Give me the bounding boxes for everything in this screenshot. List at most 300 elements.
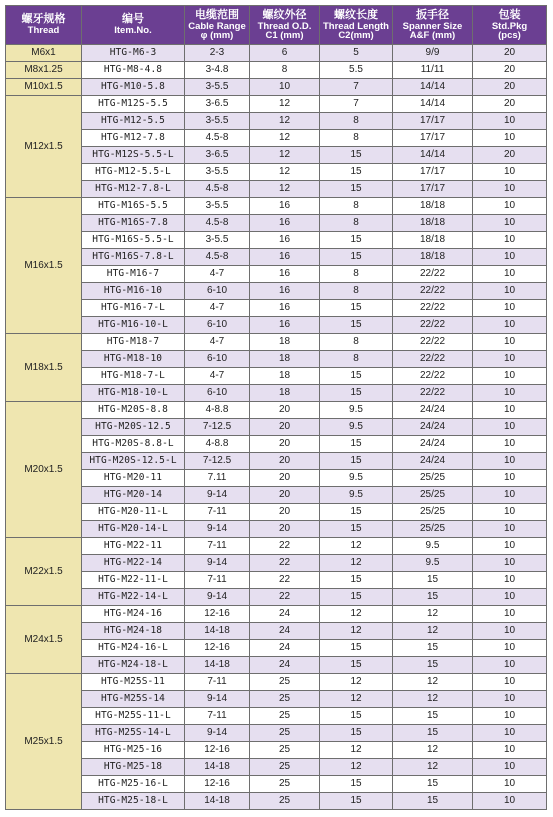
cell-thread-spec: M18x1.5 (6, 334, 82, 402)
header-std-pkg: 包装 Std.Pkg (pcs) (473, 6, 547, 45)
table-row (6, 402, 547, 419)
cell-item-no: HTG-M12S-5.5-L (82, 147, 185, 164)
cable-gland-spec-table (5, 5, 547, 810)
cell-std-pkg: 10 (473, 419, 547, 436)
cell-item-no: HTG-M25-18-L (82, 793, 185, 810)
cell-thread-od: 20 (250, 504, 320, 521)
cell-std-pkg: 10 (473, 725, 547, 742)
header-thread-length: 螺纹长度 Thread Length C2(mm) (320, 6, 393, 45)
cell-std-pkg: 10 (473, 606, 547, 623)
cell-spanner-size: 18/18 (393, 215, 473, 232)
cell-cable-range: 7-12.5 (185, 453, 250, 470)
table-row (6, 487, 547, 504)
table-row (6, 317, 547, 334)
cell-thread-od: 20 (250, 453, 320, 470)
cell-spanner-size: 18/18 (393, 198, 473, 215)
cell-item-no: HTG-M16-10-L (82, 317, 185, 334)
cell-spanner-size: 22/22 (393, 368, 473, 385)
cell-spanner-size: 9.5 (393, 555, 473, 572)
table-row (6, 657, 547, 674)
cell-cable-range: 12-16 (185, 640, 250, 657)
cell-item-no: HTG-M25S-14 (82, 691, 185, 708)
cell-spanner-size: 12 (393, 674, 473, 691)
cell-item-no: HTG-M20-14-L (82, 521, 185, 538)
cell-item-no: HTG-M24-18-L (82, 657, 185, 674)
cell-thread-spec: M6x1 (6, 45, 82, 62)
cell-spanner-size: 22/22 (393, 300, 473, 317)
cell-thread-od: 10 (250, 79, 320, 96)
cell-spanner-size: 12 (393, 759, 473, 776)
cell-std-pkg: 10 (473, 113, 547, 130)
cell-std-pkg: 10 (473, 572, 547, 589)
cell-spanner-size: 12 (393, 691, 473, 708)
cell-thread-length: 15 (320, 385, 393, 402)
cell-thread-od: 16 (250, 300, 320, 317)
cell-spanner-size: 25/25 (393, 487, 473, 504)
cell-std-pkg: 10 (473, 759, 547, 776)
cell-thread-length: 15 (320, 589, 393, 606)
cell-item-no: HTG-M20S-12.5-L (82, 453, 185, 470)
cell-cable-range: 14-18 (185, 657, 250, 674)
cell-thread-length: 9.5 (320, 419, 393, 436)
cell-thread-spec: M8x1.25 (6, 62, 82, 79)
cell-thread-od: 12 (250, 130, 320, 147)
cell-std-pkg: 10 (473, 555, 547, 572)
cell-thread-length: 12 (320, 742, 393, 759)
cell-spanner-size: 24/24 (393, 436, 473, 453)
cell-thread-length: 15 (320, 572, 393, 589)
cell-cable-range: 4.5-8 (185, 181, 250, 198)
cell-thread-spec: M16x1.5 (6, 198, 82, 334)
cell-thread-length: 9.5 (320, 402, 393, 419)
cell-thread-length: 15 (320, 181, 393, 198)
cell-item-no: HTG-M8-4.8 (82, 62, 185, 79)
cell-cable-range: 3-5.5 (185, 113, 250, 130)
table-row (6, 470, 547, 487)
cell-spanner-size: 17/17 (393, 164, 473, 181)
cell-spanner-size: 17/17 (393, 130, 473, 147)
cell-std-pkg: 10 (473, 385, 547, 402)
table-row (6, 385, 547, 402)
cell-cable-range: 9-14 (185, 589, 250, 606)
cell-cable-range: 4-7 (185, 266, 250, 283)
cell-cable-range: 6-10 (185, 283, 250, 300)
cell-item-no: HTG-M12-5.5-L (82, 164, 185, 181)
cell-std-pkg: 10 (473, 317, 547, 334)
cell-spanner-size: 22/22 (393, 334, 473, 351)
cell-std-pkg: 10 (473, 402, 547, 419)
cell-item-no: HTG-M25S-11-L (82, 708, 185, 725)
cell-item-no: HTG-M6-3 (82, 45, 185, 62)
cell-cable-range: 7-11 (185, 504, 250, 521)
cell-std-pkg: 10 (473, 623, 547, 640)
table-row (6, 334, 547, 351)
cell-std-pkg: 20 (473, 79, 547, 96)
cell-thread-od: 22 (250, 589, 320, 606)
cell-thread-od: 16 (250, 232, 320, 249)
table-row (6, 368, 547, 385)
cell-std-pkg: 10 (473, 198, 547, 215)
cell-cable-range: 7-11 (185, 572, 250, 589)
table-row (6, 181, 547, 198)
table-row (6, 776, 547, 793)
table-row (6, 555, 547, 572)
cell-std-pkg: 10 (473, 487, 547, 504)
cell-item-no: HTG-M12-5.5 (82, 113, 185, 130)
cell-thread-od: 12 (250, 181, 320, 198)
cell-spanner-size: 24/24 (393, 419, 473, 436)
cell-cable-range: 9-14 (185, 487, 250, 504)
cell-item-no: HTG-M20S-12.5 (82, 419, 185, 436)
cell-thread-length: 12 (320, 555, 393, 572)
cell-spanner-size: 22/22 (393, 385, 473, 402)
cell-thread-od: 18 (250, 334, 320, 351)
cell-thread-length: 15 (320, 708, 393, 725)
cell-item-no: HTG-M16-10 (82, 283, 185, 300)
cell-std-pkg: 10 (473, 334, 547, 351)
cell-std-pkg: 10 (473, 470, 547, 487)
cell-thread-od: 25 (250, 742, 320, 759)
cell-thread-spec: M25x1.5 (6, 674, 82, 810)
cell-thread-length: 12 (320, 538, 393, 555)
table-row (6, 504, 547, 521)
cell-thread-length: 15 (320, 776, 393, 793)
cell-thread-length: 5 (320, 45, 393, 62)
cell-thread-od: 20 (250, 470, 320, 487)
cell-cable-range: 3-6.5 (185, 96, 250, 113)
cell-item-no: HTG-M10-5.8 (82, 79, 185, 96)
cell-thread-od: 25 (250, 691, 320, 708)
cell-cable-range: 7.11 (185, 470, 250, 487)
cell-thread-length: 9.5 (320, 487, 393, 504)
table-row (6, 300, 547, 317)
table-row (6, 640, 547, 657)
cell-cable-range: 3-5.5 (185, 79, 250, 96)
cell-item-no: HTG-M12S-5.5 (82, 96, 185, 113)
cell-cable-range: 14-18 (185, 623, 250, 640)
cell-thread-spec: M24x1.5 (6, 606, 82, 674)
table-row (6, 793, 547, 810)
cell-thread-od: 16 (250, 249, 320, 266)
cell-std-pkg: 10 (473, 742, 547, 759)
cell-std-pkg: 10 (473, 657, 547, 674)
cell-spanner-size: 22/22 (393, 317, 473, 334)
header-thread: 螺牙规格 Thread (6, 6, 82, 45)
cell-std-pkg: 10 (473, 691, 547, 708)
cell-thread-length: 15 (320, 521, 393, 538)
cell-spanner-size: 15 (393, 776, 473, 793)
cell-thread-length: 15 (320, 436, 393, 453)
cell-std-pkg: 10 (473, 538, 547, 555)
cell-cable-range: 7-11 (185, 674, 250, 691)
cell-thread-od: 12 (250, 164, 320, 181)
cell-item-no: HTG-M22-11-L (82, 572, 185, 589)
cell-std-pkg: 10 (473, 674, 547, 691)
cell-std-pkg: 10 (473, 283, 547, 300)
cell-spanner-size: 14/14 (393, 79, 473, 96)
cell-spanner-size: 15 (393, 572, 473, 589)
cell-item-no: HTG-M18-10-L (82, 385, 185, 402)
cell-item-no: HTG-M24-18 (82, 623, 185, 640)
cell-thread-od: 22 (250, 572, 320, 589)
cell-item-no: HTG-M22-14-L (82, 589, 185, 606)
table-row (6, 164, 547, 181)
table-row (6, 759, 547, 776)
cell-thread-length: 5.5 (320, 62, 393, 79)
cell-item-no: HTG-M18-7-L (82, 368, 185, 385)
table-row (6, 708, 547, 725)
cell-std-pkg: 10 (473, 181, 547, 198)
cell-thread-length: 12 (320, 691, 393, 708)
cell-thread-length: 15 (320, 504, 393, 521)
cell-thread-spec: M10x1.5 (6, 79, 82, 96)
cell-thread-length: 8 (320, 113, 393, 130)
cell-std-pkg: 10 (473, 640, 547, 657)
cell-item-no: HTG-M18-10 (82, 351, 185, 368)
cell-thread-length: 15 (320, 317, 393, 334)
cell-item-no: HTG-M18-7 (82, 334, 185, 351)
cell-item-no: HTG-M25-16 (82, 742, 185, 759)
table-row (6, 232, 547, 249)
cell-cable-range: 4.5-8 (185, 249, 250, 266)
cell-item-no: HTG-M16S-7.8-L (82, 249, 185, 266)
cell-thread-od: 12 (250, 113, 320, 130)
cell-cable-range: 9-14 (185, 555, 250, 572)
cell-spanner-size: 24/24 (393, 402, 473, 419)
cell-item-no: HTG-M20-11-L (82, 504, 185, 521)
table-row (6, 589, 547, 606)
cell-thread-length: 8 (320, 283, 393, 300)
cell-thread-od: 24 (250, 657, 320, 674)
cell-thread-od: 24 (250, 640, 320, 657)
cell-std-pkg: 10 (473, 130, 547, 147)
cell-spanner-size: 15 (393, 708, 473, 725)
cell-spanner-size: 9.5 (393, 538, 473, 555)
cell-spanner-size: 15 (393, 589, 473, 606)
cell-thread-od: 25 (250, 793, 320, 810)
cell-spanner-size: 25/25 (393, 470, 473, 487)
cell-cable-range: 6-10 (185, 351, 250, 368)
cell-spanner-size: 11/11 (393, 62, 473, 79)
cell-std-pkg: 10 (473, 453, 547, 470)
table-row (6, 419, 547, 436)
cell-thread-od: 18 (250, 385, 320, 402)
cell-std-pkg: 10 (473, 351, 547, 368)
cell-thread-length: 7 (320, 96, 393, 113)
cell-std-pkg: 10 (473, 232, 547, 249)
cell-cable-range: 6-10 (185, 317, 250, 334)
table-row (6, 572, 547, 589)
cell-item-no: HTG-M20-11 (82, 470, 185, 487)
cell-spanner-size: 9/9 (393, 45, 473, 62)
cell-std-pkg: 10 (473, 368, 547, 385)
cell-item-no: HTG-M16-7 (82, 266, 185, 283)
cell-thread-length: 15 (320, 640, 393, 657)
table-row (6, 45, 547, 62)
cell-thread-od: 12 (250, 147, 320, 164)
cell-cable-range: 3-5.5 (185, 164, 250, 181)
cell-cable-range: 9-14 (185, 725, 250, 742)
cell-item-no: HTG-M22-11 (82, 538, 185, 555)
cell-thread-od: 12 (250, 96, 320, 113)
cell-item-no: HTG-M22-14 (82, 555, 185, 572)
cell-std-pkg: 20 (473, 45, 547, 62)
header-spanner-size: 扳手径 Spanner Size A&F (mm) (393, 6, 473, 45)
cell-item-no: HTG-M20-14 (82, 487, 185, 504)
cell-cable-range: 14-18 (185, 793, 250, 810)
cell-cable-range: 7-11 (185, 538, 250, 555)
cell-thread-od: 22 (250, 555, 320, 572)
cell-thread-length: 12 (320, 606, 393, 623)
cell-std-pkg: 10 (473, 776, 547, 793)
cell-std-pkg: 20 (473, 96, 547, 113)
cell-cable-range: 7-11 (185, 708, 250, 725)
cell-item-no: HTG-M16-7-L (82, 300, 185, 317)
table-row (6, 436, 547, 453)
cell-thread-od: 25 (250, 759, 320, 776)
table-row (6, 215, 547, 232)
cell-cable-range: 3-5.5 (185, 232, 250, 249)
cell-thread-od: 25 (250, 708, 320, 725)
cell-spanner-size: 24/24 (393, 453, 473, 470)
cell-thread-od: 25 (250, 725, 320, 742)
cell-spanner-size: 14/14 (393, 147, 473, 164)
cell-spanner-size: 18/18 (393, 232, 473, 249)
table-row (6, 606, 547, 623)
cell-item-no: HTG-M20S-8.8 (82, 402, 185, 419)
table-row (6, 266, 547, 283)
cell-thread-od: 18 (250, 351, 320, 368)
cell-cable-range: 4-8.8 (185, 402, 250, 419)
cell-std-pkg: 10 (473, 589, 547, 606)
cell-thread-spec: M12x1.5 (6, 96, 82, 198)
table-row (6, 725, 547, 742)
cell-spanner-size: 15 (393, 640, 473, 657)
spec-table-container (5, 5, 546, 810)
cell-thread-od: 22 (250, 538, 320, 555)
cell-thread-od: 20 (250, 402, 320, 419)
cell-thread-length: 8 (320, 130, 393, 147)
cell-spanner-size: 12 (393, 623, 473, 640)
cell-thread-od: 20 (250, 419, 320, 436)
table-row (6, 742, 547, 759)
cell-item-no: HTG-M25-16-L (82, 776, 185, 793)
spec-table-body (6, 45, 547, 810)
cell-std-pkg: 10 (473, 215, 547, 232)
cell-thread-length: 15 (320, 725, 393, 742)
cell-cable-range: 4-7 (185, 300, 250, 317)
cell-thread-length: 7 (320, 79, 393, 96)
cell-thread-length: 15 (320, 300, 393, 317)
cell-item-no: HTG-M12-7.8 (82, 130, 185, 147)
table-row (6, 351, 547, 368)
cell-std-pkg: 10 (473, 708, 547, 725)
cell-thread-length: 9.5 (320, 470, 393, 487)
cell-std-pkg: 10 (473, 521, 547, 538)
cell-cable-range: 3-6.5 (185, 147, 250, 164)
cell-cable-range: 12-16 (185, 606, 250, 623)
cell-item-no: HTG-M24-16-L (82, 640, 185, 657)
cell-cable-range: 2-3 (185, 45, 250, 62)
cell-thread-length: 8 (320, 198, 393, 215)
cell-spanner-size: 22/22 (393, 266, 473, 283)
cell-spanner-size: 15 (393, 725, 473, 742)
cell-cable-range: 4.5-8 (185, 130, 250, 147)
cell-spanner-size: 25/25 (393, 504, 473, 521)
cell-spanner-size: 12 (393, 606, 473, 623)
table-row (6, 130, 547, 147)
cell-item-no: HTG-M25S-14-L (82, 725, 185, 742)
cell-item-no: HTG-M16S-7.8 (82, 215, 185, 232)
table-row (6, 674, 547, 691)
header-item-no: 编号 Item.No. (82, 6, 185, 45)
cell-cable-range: 9-14 (185, 521, 250, 538)
header-cable-range: 电缆范围 Cable Range φ (mm) (185, 6, 250, 45)
table-row (6, 249, 547, 266)
header-row (6, 6, 547, 45)
table-row (6, 198, 547, 215)
cell-cable-range: 12-16 (185, 742, 250, 759)
cell-thread-spec: M22x1.5 (6, 538, 82, 606)
cell-spanner-size: 12 (393, 742, 473, 759)
table-row (6, 691, 547, 708)
cell-thread-od: 24 (250, 623, 320, 640)
cell-std-pkg: 10 (473, 504, 547, 521)
cell-thread-od: 20 (250, 487, 320, 504)
cell-item-no: HTG-M12-7.8-L (82, 181, 185, 198)
cell-thread-spec: M20x1.5 (6, 402, 82, 538)
table-row (6, 453, 547, 470)
cell-std-pkg: 20 (473, 62, 547, 79)
cell-std-pkg: 10 (473, 300, 547, 317)
cell-thread-length: 15 (320, 793, 393, 810)
cell-spanner-size: 14/14 (393, 96, 473, 113)
cell-thread-od: 16 (250, 317, 320, 334)
cell-cable-range: 4.5-8 (185, 215, 250, 232)
cell-thread-od: 20 (250, 436, 320, 453)
table-row (6, 623, 547, 640)
cell-thread-length: 12 (320, 623, 393, 640)
cell-item-no: HTG-M16S-5.5 (82, 198, 185, 215)
table-row (6, 113, 547, 130)
cell-spanner-size: 15 (393, 793, 473, 810)
cell-thread-od: 16 (250, 198, 320, 215)
cell-spanner-size: 22/22 (393, 283, 473, 300)
cell-thread-length: 8 (320, 266, 393, 283)
table-row (6, 62, 547, 79)
cell-thread-length: 15 (320, 368, 393, 385)
cell-cable-range: 6-10 (185, 385, 250, 402)
cell-spanner-size: 22/22 (393, 351, 473, 368)
cell-thread-od: 6 (250, 45, 320, 62)
cell-thread-length: 15 (320, 232, 393, 249)
cell-thread-length: 12 (320, 674, 393, 691)
cell-thread-length: 15 (320, 657, 393, 674)
cell-std-pkg: 10 (473, 249, 547, 266)
table-row (6, 521, 547, 538)
table-row (6, 147, 547, 164)
cell-item-no: HTG-M16S-5.5-L (82, 232, 185, 249)
cell-thread-od: 24 (250, 606, 320, 623)
cell-std-pkg: 10 (473, 436, 547, 453)
cell-item-no: HTG-M25-18 (82, 759, 185, 776)
cell-std-pkg: 10 (473, 266, 547, 283)
cell-thread-od: 16 (250, 283, 320, 300)
cell-cable-range: 7-12.5 (185, 419, 250, 436)
table-row (6, 79, 547, 96)
cell-thread-length: 15 (320, 147, 393, 164)
cell-spanner-size: 15 (393, 657, 473, 674)
